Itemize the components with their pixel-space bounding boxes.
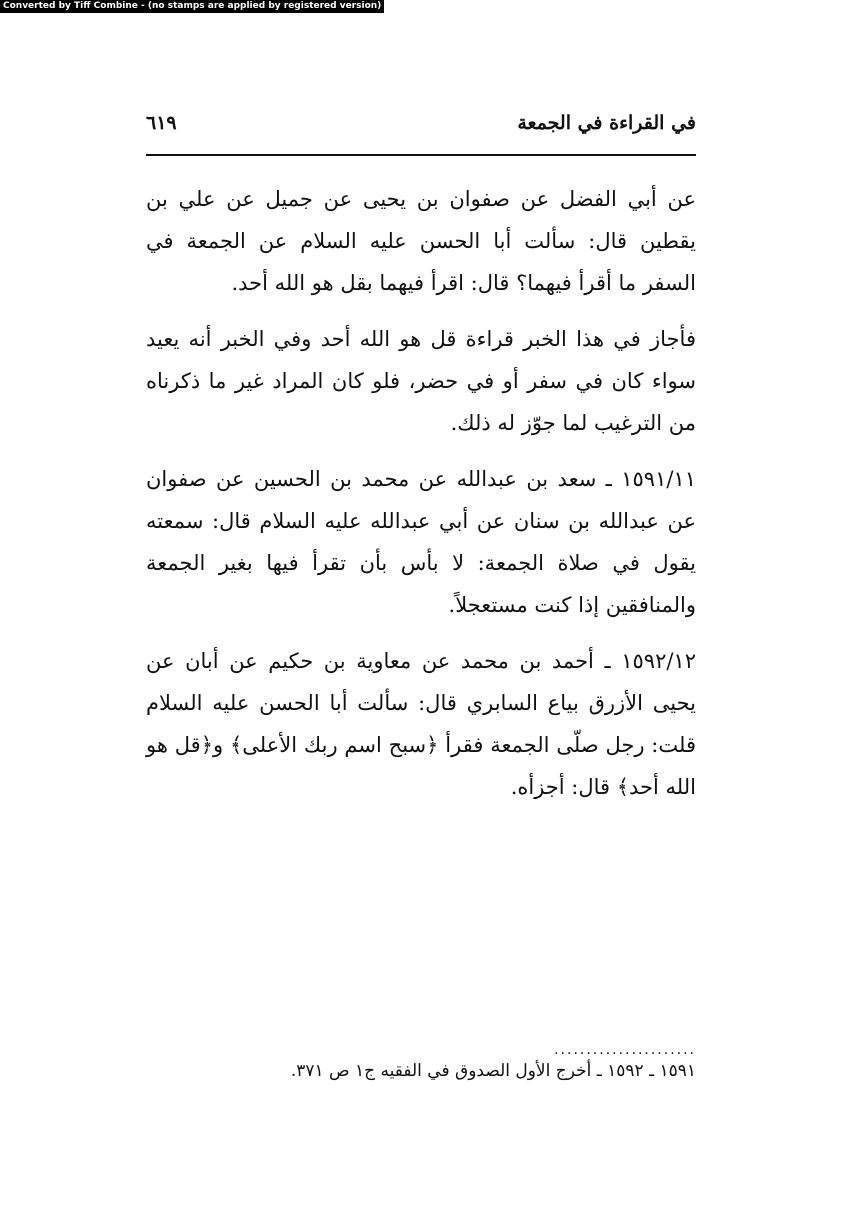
body-text <box>146 178 696 808</box>
page-number: ٦١٩ <box>146 112 177 134</box>
footnote-area <box>146 1042 696 1084</box>
paragraph: عن أبي الفضل عن صفوان بن يحيى عن جميل عن علي بن يقطين قال: سألت أبا الحسن عليه السلام عن الجمعة في السفر ما أقرأ فيهما؟ قال: اقرأ فيهما بقل هو الله أحد. <box>146 187 696 295</box>
footnote-text: ١٥٩١ ـ ١٥٩٢ ـ أخرج الأول الصدوق في الفقيه ج١ ص ٣٧١. <box>290 1061 696 1081</box>
header-title: في القراءة في الجمعة <box>517 112 696 134</box>
hadith-1591: ١٥٩١/١١ ـ سعد بن عبدالله عن محمد بن الحسين عن صفوان عن عبدالله بن سنان عن أبي عبدالله عليه السلام قال: سمعته يقول في صلاة الجمعة: لا بأس بأن تقرأ فيها بغير الجمعة والمنافقين إذا كنت مستعجلاً. <box>146 467 696 617</box>
header-rule <box>146 154 696 156</box>
page-content <box>146 112 696 822</box>
footnote-separator: ...................... <box>554 1042 696 1058</box>
converter-watermark: Converted by Tiff Combine - (no stamps are applied by registered version) <box>0 0 384 13</box>
hadith-1592: ١٥٩٢/١٢ ـ أحمد بن محمد عن معاوية بن حكيم عن أبان عن يحيى الأزرق بياع السابري قال: سألت أبا الحسن عليه السلام قلت: رجل صلّى الجمعة فقرأ ﴿سبح اسم ربك الأعلى﴾ و﴿قل هو الله أحد﴾ قال: أجزأه. <box>146 649 696 799</box>
paragraph: فأجاز في هذا الخبر قراءة قل هو الله أحد وفي الخبر أنه يعيد سواء كان في سفر أو في حضر، فلو كان المراد غير ما ذكرناه من الترغيب لما جوّز له ذلك. <box>146 327 696 435</box>
running-header <box>146 112 696 148</box>
